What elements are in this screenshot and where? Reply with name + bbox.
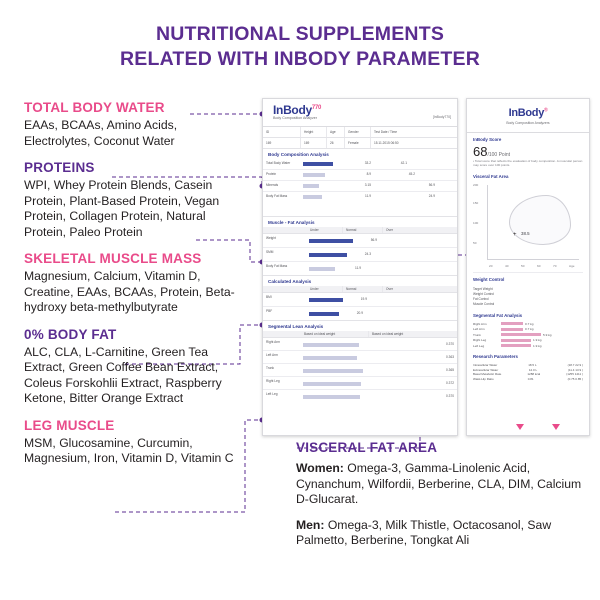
visceral-fat-chart (473, 181, 583, 273)
inbody-770-result-sheet (262, 98, 458, 436)
research-parameters-rows (467, 362, 589, 382)
segmental-legend (263, 331, 457, 338)
seg-row (263, 390, 457, 403)
block-heading: PROTEINS (24, 160, 95, 175)
bca-row (263, 181, 457, 192)
seg-value: 0.370 (446, 394, 454, 398)
sheet-id-row (263, 127, 457, 138)
weight-control-section (467, 273, 589, 285)
research-parameters-section (467, 350, 589, 362)
pointer-triangle-icon (516, 424, 524, 430)
weight-control-title: Weight Control (473, 276, 505, 282)
seg-label: Left Arm (266, 353, 278, 357)
weight-control-row: Muscle Control (473, 301, 495, 306)
legend-under: Under (310, 228, 319, 232)
segmental-fat-row: Left Leg 1.9 kg (473, 343, 542, 348)
mf-label: Body Fat Mass (266, 264, 288, 268)
id-label: ID (266, 130, 270, 134)
legend-under: Under (310, 287, 319, 291)
visceral-fat-chart-title: Visceral Fat Area (473, 173, 509, 179)
calc-row (263, 293, 457, 307)
block-skeletal-muscle-mass (24, 251, 236, 316)
legend-over: Over (386, 228, 393, 232)
seg-label: Right Leg (266, 379, 280, 383)
x-tick: 60 (537, 263, 541, 268)
mf-label: Weight (266, 236, 276, 240)
inbody-logo-subtitle: Body Composition Analyzers (506, 121, 550, 125)
calculated-legend (263, 286, 457, 293)
block-leg-muscle (24, 418, 236, 467)
bca-row (263, 159, 457, 170)
left-supplement-column (24, 100, 236, 478)
weight-control-row: Fat Control (473, 296, 489, 301)
legend-over: Over (386, 287, 393, 291)
chart-x-axis (487, 259, 579, 260)
x-tick: 50 (521, 263, 525, 268)
height-label: Height (304, 130, 314, 134)
age-value: 26 (330, 141, 334, 145)
visceral-fat-value: 38.5 (521, 230, 530, 236)
legend-normal: Normal (346, 228, 357, 232)
block-total-body-water (24, 100, 236, 149)
muscle-fat-legend (263, 227, 457, 234)
bca-label: Total Body Water (266, 161, 291, 165)
segmental-fat-section (467, 309, 589, 321)
x-tick: 70 (553, 263, 557, 268)
seg-row (263, 364, 457, 377)
chart-region-shape (509, 195, 571, 245)
bca-label: Body Fat Mass (266, 194, 288, 198)
bca-row (263, 192, 457, 203)
legend-normal: Normal (346, 287, 357, 291)
seg-label: Left Leg (266, 392, 278, 396)
block-body-fat (24, 327, 236, 407)
section-title-calculated: Calculated Analysis (268, 279, 312, 284)
block-proteins (24, 160, 236, 240)
visceral-fat-chart-section (467, 170, 589, 179)
mf-value: 11.9 (355, 266, 361, 270)
legend-ideal-1: Based on ideal weight (304, 332, 336, 336)
weight-control-row: Target Weight (473, 286, 493, 291)
seg-row (263, 351, 457, 364)
card-header (467, 99, 589, 133)
page-title-line-1: NUTRITIONAL SUPPLEMENTS (155, 23, 445, 45)
seg-value: 0.363 (446, 355, 454, 359)
block-heading: SKELETAL MUSCLE MASS (24, 251, 202, 266)
visceral-heading: VISCERAL FAT AREA (296, 440, 438, 455)
weight-control-rows (467, 285, 589, 309)
pointer-triangle-icon (552, 424, 560, 430)
testdate-label: Test Date / Time (374, 130, 398, 134)
x-tick: 40 (505, 263, 509, 268)
block-body: MSM, Glucosamine, Curcumin, Magnesium, Iron, Vitamin D, Vitamin C (24, 435, 234, 465)
visceral-women-label: Women: (296, 461, 344, 475)
calc-value: 19.9 (360, 297, 367, 301)
height-value: 169 (304, 141, 310, 145)
seg-value: 0.372 (446, 381, 454, 385)
bca-label: Protein (266, 172, 277, 176)
bca-value: 8.9 (366, 172, 371, 176)
chart-marker-icon: + (513, 231, 517, 238)
sheet-id-values (263, 138, 457, 149)
seg-value: 0.370 (446, 342, 454, 346)
inbody-score-card (466, 98, 590, 436)
visceral-women-body: Omega-3, Gamma-Linolenic Acid, Cynanchum, Wilfordii, Berberine, CLA, DIM, Calcium D-Glucarat. (296, 461, 582, 506)
gender-label: Gender (348, 130, 359, 134)
inbody-logo: InBody$^{770}$ (273, 103, 321, 117)
block-body: WPI, Whey Protein Blends, Casein Protein, Plant-Based Protein, Vegan Protein, Collagen Protein, Natural Protein, Paleo Protein (24, 178, 220, 239)
bca-value: 3.15 (364, 183, 371, 187)
inbody-score-value: 68/100 Point (473, 144, 510, 159)
mf-row (263, 234, 457, 248)
research-row: Intracellular Water 18.5 L (18.7 22.9 ) (473, 363, 583, 368)
inbody-score-note: • Total score that reflects the evaluation of body composition. A muscular person may score over 100 points. (473, 159, 583, 168)
mf-label: SMM (266, 250, 274, 254)
legend-ideal-2: Based on ideal weight (372, 332, 404, 336)
bca-value: 33.2 (364, 161, 371, 165)
visceral-men-label: Men: (296, 517, 325, 532)
calc-value: 20.9 (356, 311, 363, 315)
y-tick: 150 (473, 200, 479, 205)
inbody-score-section (467, 133, 589, 170)
seg-row (263, 377, 457, 390)
section-title-segmental-lean: Segmental Lean Analysis (268, 324, 324, 329)
seg-label: Trunk (266, 366, 275, 370)
calc-label: PBF (266, 309, 273, 313)
id-value: 169 (266, 141, 272, 145)
bca-extra: 45.2 (408, 172, 415, 176)
block-body: ALC, CLA, L-Carnitine, Green Tea Extract, Green Coffee Bean Extract, Coleus Forskohlii Extract, Raspberry Ketone, Bitter Orange Extract (24, 344, 222, 405)
mf-row (263, 248, 457, 262)
seg-value: 0.365 (446, 368, 454, 372)
bca-extra: 56.9 (428, 183, 435, 187)
sheet-model-tag: [InBody770] (432, 115, 451, 119)
seg-row (263, 338, 457, 351)
segmental-fat-row: Left Arm 0.7 kg (473, 327, 534, 332)
page-title (0, 22, 600, 72)
bca-extra: 42.1 (400, 161, 407, 165)
inbody-model: 770 (311, 105, 321, 111)
bca-extra: 24.9 (428, 194, 435, 198)
inbody-score-title: InBody Score (473, 137, 502, 142)
research-row: Waist-Hip Ratio 0.81 (0.75 0.85 ) (473, 376, 583, 381)
section-title-muscle-fat: Muscle - Fat Analysis (268, 220, 315, 225)
block-visceral-fat-area (296, 440, 588, 559)
x-axis-label: Age (569, 263, 575, 268)
sheet-header (263, 99, 457, 127)
inbody-score-max: /100 Point (487, 152, 510, 158)
inbody-logo: InBody® (508, 107, 548, 119)
block-heading: TOTAL BODY WATER (24, 100, 165, 115)
age-label: Age (330, 130, 336, 134)
bca-label: Minerals (266, 183, 279, 187)
x-tick: 20 (489, 263, 493, 268)
visceral-women (296, 461, 588, 508)
block-heading: 0% BODY FAT (24, 326, 117, 342)
chart-y-axis (487, 185, 488, 260)
registered-icon: ® (544, 107, 548, 114)
y-tick: 100 (473, 220, 479, 225)
block-body: Magnesium, Calcium, Vitamin D, Creatine, EAAs, BCAAs, Protein, Beta-hydroxy beta-methylbutyrate (24, 269, 235, 314)
segmental-fat-row: Trunk 5.9 kg (473, 332, 552, 337)
segmental-fat-row: Right Arm 0.7 kg (473, 321, 534, 326)
block-heading: LEG MUSCLE (24, 417, 115, 433)
research-parameters-title: Research Parameters (473, 354, 518, 360)
mf-value: 56.9 (370, 238, 377, 242)
mf-row (263, 262, 457, 276)
inbody-logo-subtitle: Body Composition Analyzer (273, 116, 317, 120)
calc-label: BMI (266, 295, 272, 299)
weight-control-row: Weight Control (473, 291, 495, 296)
mf-value: 24.3 (364, 252, 371, 256)
segmental-fat-title: Segmental Fat Analysis (473, 312, 523, 318)
page-title-line-2: RELATED WITH INBODY PARAMETER (119, 48, 481, 70)
research-row: Extracellular Water 12.0 L (11.4 13.9 ) (473, 367, 583, 372)
segmental-fat-row: Right Leg 1.9 kg (473, 338, 542, 343)
bca-row (263, 170, 457, 181)
calc-row (263, 307, 457, 321)
seg-label: Right Arm (266, 340, 280, 344)
visceral-men (296, 518, 588, 549)
block-body: EAAs, BCAAs, Amino Acids, Electrolytes, Coconut Water (24, 118, 178, 148)
segmental-fat-rows (467, 321, 589, 351)
section-title-body-composition: Body Composition Analysis (268, 152, 329, 157)
visceral-men-body: Omega-3, Milk Thistle, Octacosanol, Saw Palmetto, Berberine, Tongkat Ali (296, 517, 552, 547)
gender-value: Female (348, 141, 359, 145)
y-tick: 200 (473, 182, 479, 187)
y-tick: 50 (473, 240, 477, 245)
testdate-value: 15.11.2015 06:50 (374, 141, 399, 145)
research-row: Basal Metabolic Rate 1288 kcal (1255 1411 ) (473, 372, 583, 377)
bca-value: 11.9 (365, 194, 371, 198)
